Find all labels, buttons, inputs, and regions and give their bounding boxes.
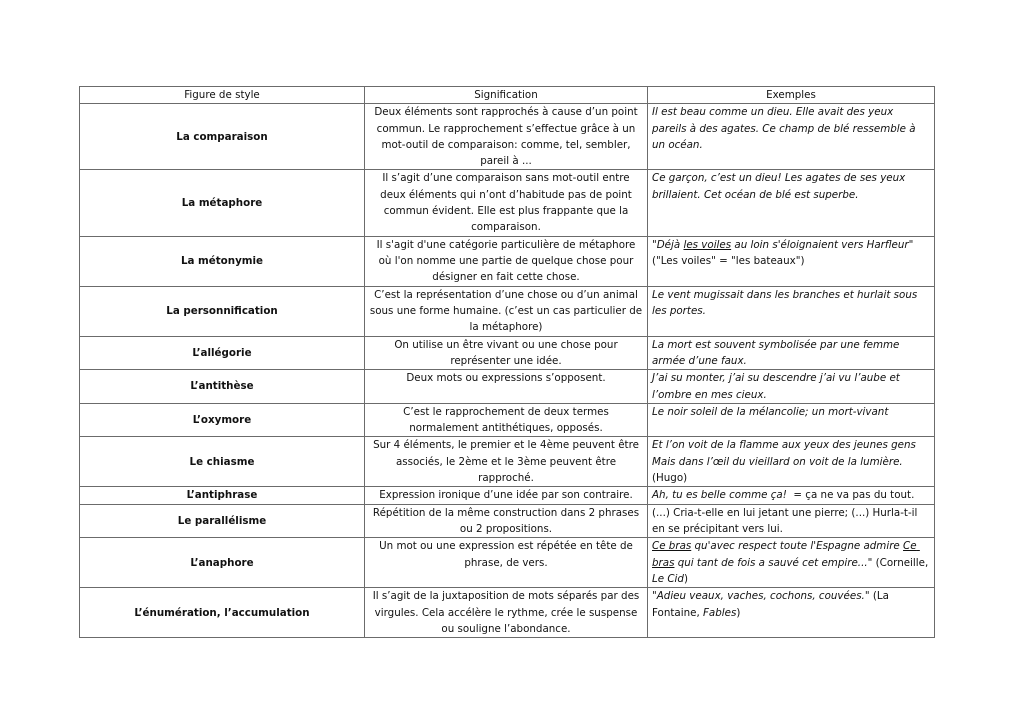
table-row <box>80 504 935 538</box>
exemple-segment: Le Cid <box>652 572 684 585</box>
table-row <box>80 437 935 487</box>
exemple-segment: = ça ne va pas du tout. <box>786 489 915 502</box>
exemple-segment: au loin s'éloignaient vers Harfleur <box>731 238 909 251</box>
table-row <box>80 370 935 404</box>
exemple-segment: Le vent mugissait dans les branches et hurlait sous les portes. <box>652 288 921 317</box>
header-signification: Signification <box>365 87 648 104</box>
exemple-segment: "Adieu veaux, vaches, cochons, couvées." <box>652 590 870 603</box>
header-figure: Figure de style <box>80 87 365 104</box>
exemple-segment: ) <box>683 572 688 585</box>
header-exemples: Exemples <box>648 87 935 104</box>
exemple-segment: (...) Cria-t-elle en lui jetant une pierre; (...) Hurla-t-il en se précipitant vers lui. <box>652 506 921 536</box>
exemple-cell <box>648 286 935 336</box>
table-row <box>80 487 935 504</box>
signification-cell: Il s’agit de la juxtaposition de mots séparés par des virgules. Cela accélère le rythme, crée le suspense ou souligne l’abondance. <box>365 588 648 638</box>
signification-cell: Il s'agit d'une catégorie particulière de métaphore où l'on nomme une partie de quelque chose pour désigner en fait cette chose. <box>365 236 648 286</box>
figure-cell: La personnification <box>80 286 365 336</box>
figure-cell: La métaphore <box>80 170 365 236</box>
signification-cell: Répétition de la même construction dans 2 phrases ou 2 propositions. <box>365 504 648 538</box>
signification-cell: C’est la représentation d’une chose ou d’un animal sous une forme humaine. (c’est un cas particulier de la métaphore) <box>365 286 648 336</box>
table-row <box>80 104 935 170</box>
exemple-segment: Il est beau comme un dieu. Elle avait des yeux pareils à des agates. Ce champ de blé ressemble à un océan. <box>652 106 919 151</box>
exemple-segment: qui tant de fois a sauvé cet empire... <box>674 556 868 569</box>
exemple-segment: Ce garçon, c’est un dieu! Les agates de ses yeux brillaient. Cet océan de blé est superbe. <box>652 172 909 201</box>
figure-cell: Le chiasme <box>80 437 365 487</box>
figure-cell: La métonymie <box>80 236 365 286</box>
signification-cell: Deux éléments sont rapprochés à cause d’un point commun. Le rapprochement s’effectue grâce à un mot-outil de comparaison: comme, tel, sembler, pareil à ... <box>365 104 648 170</box>
exemple-segment: Ce bras <box>652 540 920 569</box>
exemple-segment: J’ai su monter, j’ai su descendre j’ai vu l’aube et l’ombre en mes cieux. <box>652 372 904 401</box>
exemple-cell <box>648 170 935 236</box>
exemple-cell <box>648 236 935 286</box>
figure-cell: L’anaphore <box>80 538 365 588</box>
figure-cell: La comparaison <box>80 104 365 170</box>
signification-cell: Deux mots ou expressions s’opposent. <box>365 370 648 404</box>
signification-cell: Sur 4 éléments, le premier et le 4ème peuvent être associés, le 2ème et le 3ème peuvent être rapproché. <box>365 437 648 487</box>
exemple-segment: ) <box>736 606 741 619</box>
exemple-segment: Ce bras <box>652 540 692 553</box>
exemple-cell <box>648 437 935 487</box>
exemple-segment: La mort est souvent symbolisée par une femme armée d’une faux. <box>652 338 903 367</box>
exemple-cell <box>648 504 935 538</box>
exemple-segment: " ("Les voiles" = "les bateaux") <box>652 238 917 267</box>
signification-cell: Expression ironique d’une idée par son contraire. <box>365 487 648 504</box>
exemple-segment: Déjà <box>656 238 684 251</box>
figure-cell: L’allégorie <box>80 336 365 370</box>
figure-cell: L’antiphrase <box>80 487 365 504</box>
table-row <box>80 403 935 437</box>
exemple-segment: Fables <box>703 606 737 619</box>
figure-cell: L’antithèse <box>80 370 365 404</box>
exemple-segment: Ah, tu es belle comme ça! <box>652 489 787 502</box>
figure-cell: L’oxymore <box>80 403 365 437</box>
exemple-segment: les voiles <box>683 238 732 251</box>
exemple-cell <box>648 538 935 588</box>
exemple-segment: (La Fontaine, <box>652 590 893 619</box>
table-row <box>80 336 935 370</box>
exemple-segment: Le noir soleil de la mélancolie; un mort-vivant <box>652 405 889 418</box>
signification-cell: On utilise un être vivant ou une chose pour représenter une idée. <box>365 336 648 370</box>
figure-cell: Le parallélisme <box>80 504 365 538</box>
exemple-segment: qu'avec respect toute l'Espagne admire <box>691 540 904 553</box>
table-row <box>80 170 935 236</box>
table-row <box>80 538 935 588</box>
header-row <box>80 87 935 104</box>
signification-cell: Il s’agit d’une comparaison sans mot-outil entre deux éléments qui n’ont d’habitude pas de point commun évident. Elle est plus frappante que la comparaison. <box>365 170 648 236</box>
exemple-segment: Et l’on voit de la flamme aux yeux des jeunes gens Mais dans l’œil du vieillard on voit de la lumière. <box>652 439 920 468</box>
signification-cell: Un mot ou une expression est répétée en tête de phrase, de vers. <box>365 538 648 588</box>
exemple-cell <box>648 403 935 437</box>
figure-cell: L’énumération, l’accumulation <box>80 588 365 638</box>
exemple-segment: (Hugo) <box>652 455 906 485</box>
exemple-cell <box>648 588 935 638</box>
exemple-segment: " (Corneille, <box>867 556 932 569</box>
exemple-cell <box>648 104 935 170</box>
table-row <box>80 286 935 336</box>
table-row <box>80 236 935 286</box>
exemple-cell <box>648 487 935 504</box>
table-row <box>80 588 935 638</box>
signification-cell: C’est le rapprochement de deux termes normalement antithétiques, opposés. <box>365 403 648 437</box>
exemple-cell <box>648 336 935 370</box>
exemple-cell <box>648 370 935 404</box>
exemple-segment: " <box>652 238 657 251</box>
figures-de-style-table <box>79 86 935 638</box>
